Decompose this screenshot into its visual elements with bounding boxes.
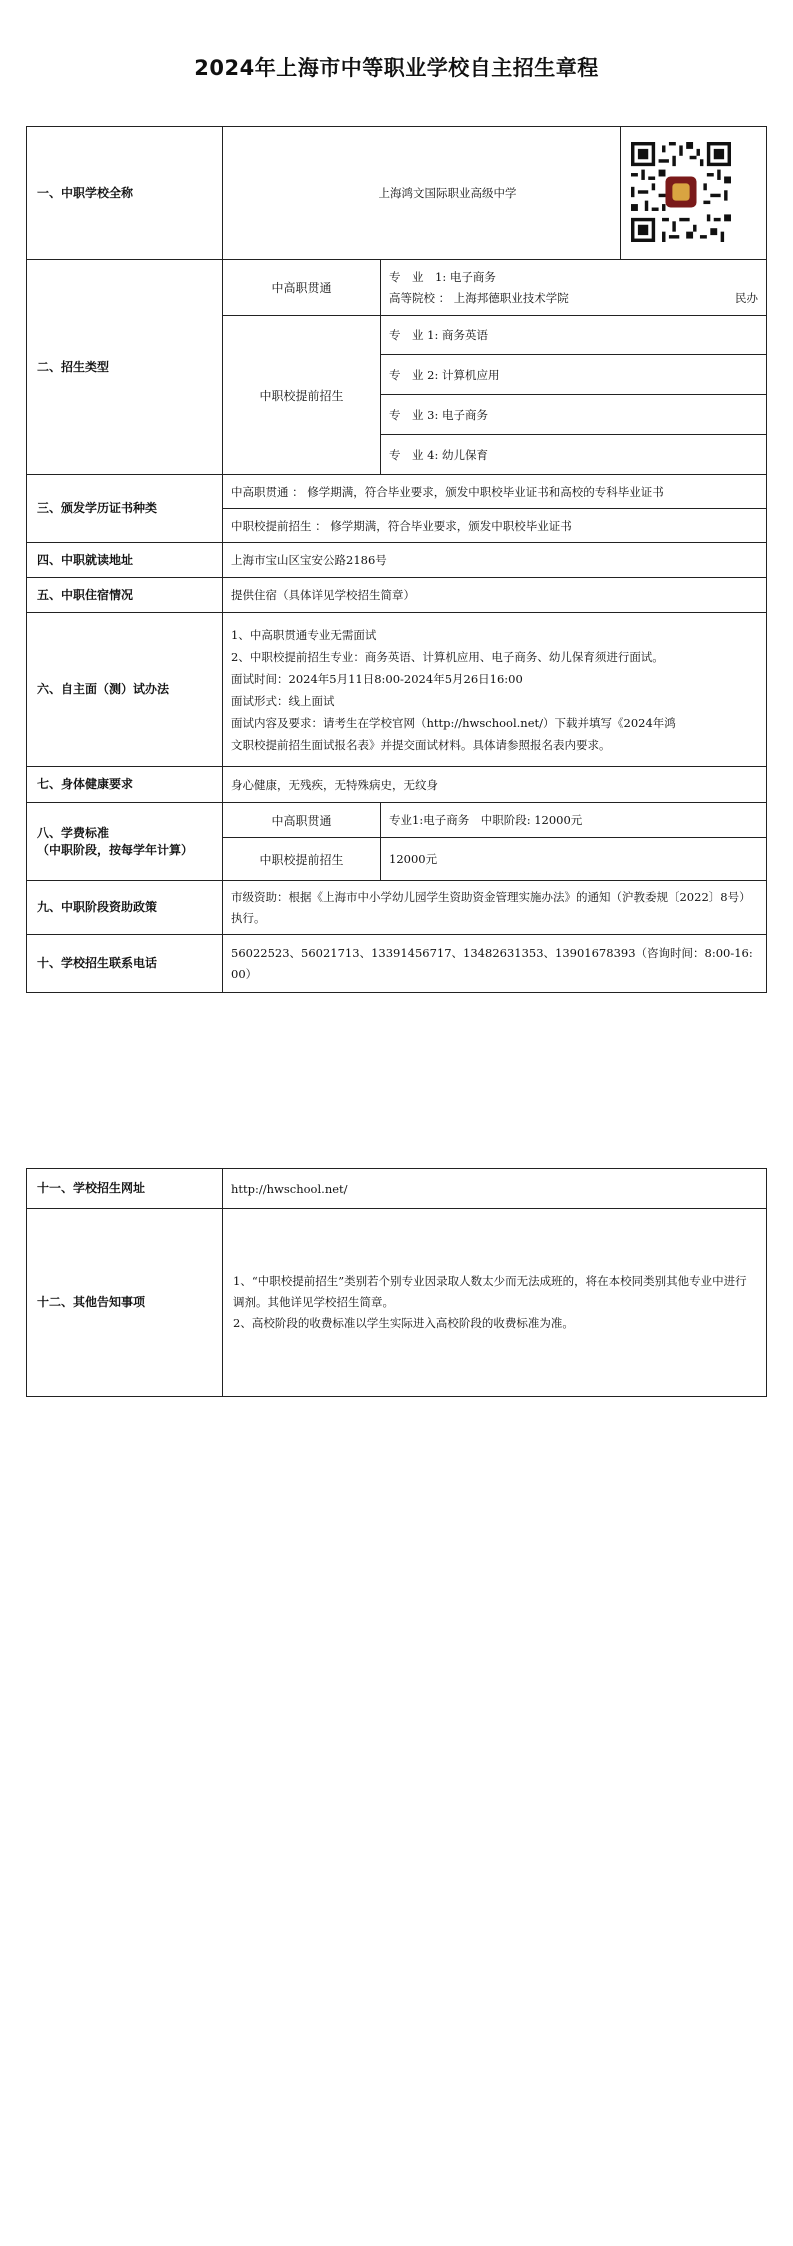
fee-label-cell — [27, 803, 223, 881]
fee-label: 八、学费标准 — [37, 825, 110, 840]
phone-row — [27, 935, 767, 993]
through-major: 专 业 1: 电子商务 — [389, 269, 496, 284]
website-label: 十一、学校招生网址 — [27, 1169, 223, 1209]
through-type: 民办 — [735, 290, 758, 305]
phone-label: 十、学校招生联系电话 — [27, 935, 223, 993]
website-value[interactable]: http://hwschool.net/ — [223, 1169, 767, 1209]
certificate-line-1: 中高职贯通 ： 修学期满，符合毕业要求，颁发中职校毕业证书和高校的专科毕业证书 — [223, 475, 767, 509]
qr-code-icon — [631, 142, 731, 242]
early-major-1: 专 业 1: 商务英语 — [381, 316, 767, 355]
certificate-label: 三、颁发学历证书种类 — [27, 475, 223, 543]
early-major-3: 专 业 3: 电子商务 — [381, 395, 767, 435]
interview-content — [223, 613, 767, 767]
fee-through-label: 中高职贯通 — [223, 803, 381, 838]
fee-sublabel: （中职阶段，按每学年计算） — [37, 842, 194, 857]
notes-label: 十二、其他告知事项 — [27, 1209, 223, 1397]
through-label: 中高职贯通 — [223, 260, 381, 316]
interview-row — [27, 613, 767, 767]
address-label: 四、中职就读地址 — [27, 543, 223, 578]
admission-table — [26, 126, 767, 993]
notes-row — [27, 1209, 767, 1397]
interview-line: 面试时间：2024年5月11日8:00-2024年5月26日16:00 — [231, 671, 523, 686]
notes-line: 2、高校阶段的收费标准以学生实际进入高校阶段的收费标准为准。 — [233, 1316, 574, 1330]
admission-through-row — [27, 260, 767, 316]
phone-value: 56022523、56021713、13391456717、13482631353、13901678393（咨询时间：8:00-16:00） — [223, 935, 767, 993]
health-row — [27, 767, 767, 803]
interview-label: 六、自主面（测）试办法 — [27, 613, 223, 767]
school-label: 一、中职学校全称 — [27, 127, 223, 260]
interview-line: 面试形式：线上面试 — [231, 693, 335, 708]
qr-cell — [621, 127, 767, 260]
through-college: 高等院校 ： 上海邦德职业技术学院 — [389, 290, 569, 305]
notes-content — [223, 1209, 767, 1397]
interview-line: 2、中职校提前招生专业：商务英语、计算机应用、电子商务、幼儿保育须进行面试。 — [231, 649, 664, 664]
notes-table — [26, 1168, 767, 1397]
school-row — [27, 127, 767, 260]
interview-line: 文职校提前招生面试报名表》并提交面试材料。具体请参照报名表内要求。 — [231, 737, 611, 752]
notes-line: 1、“中职校提前招生”类别若个别专业因录取人数太少而无法成班的，将在本校同类别其他专业中进行调剂。其他详见学校招生简章。 — [233, 1274, 747, 1309]
aid-row — [27, 881, 767, 935]
early-major-4: 专 业 4: 幼儿保育 — [381, 435, 767, 475]
health-label: 七、身体健康要求 — [27, 767, 223, 803]
certificate-row — [27, 475, 767, 509]
aid-value: 市级资助：根据《上海市中小学幼儿园学生资助资金管理实施办法》的通知（沪教委规〔2022〕8号）执行。 — [223, 881, 767, 935]
admission-label: 二、招生类型 — [27, 260, 223, 475]
address-value: 上海市宝山区宝安公路2186号 — [223, 543, 767, 578]
through-college-line — [389, 288, 758, 309]
interview-line: 1、中高职贯通专业无需面试 — [231, 627, 377, 642]
school-name: 上海鸿文国际职业高级中学 — [223, 127, 621, 260]
page-title: 2024年上海市中等职业学校自主招生章程 — [194, 56, 599, 80]
fee-through-value: 专业1:电子商务 中职阶段: 12000元 — [381, 803, 767, 838]
lodging-value: 提供住宿（具体详见学校招生简章） — [223, 578, 767, 613]
fee-early-label: 中职校提前招生 — [223, 838, 381, 881]
aid-label: 九、中职阶段资助政策 — [27, 881, 223, 935]
fee-early-value: 12000元 — [381, 838, 767, 881]
early-major-2: 专 业 2: 计算机应用 — [381, 355, 767, 395]
interview-line: 面试内容及要求：请考生在学校官网（http://hwschool.net/）下载并填写《2024年鸿 — [231, 715, 676, 730]
through-info — [381, 260, 767, 316]
early-label: 中职校提前招生 — [223, 316, 381, 475]
certificate-line-2: 中职校提前招生 ： 修学期满，符合毕业要求，颁发中职校毕业证书 — [223, 509, 767, 543]
lodging-row — [27, 578, 767, 613]
health-value: 身心健康，无残疾，无特殊病史，无纹身 — [223, 767, 767, 803]
address-row — [27, 543, 767, 578]
lodging-label: 五、中职住宿情况 — [27, 578, 223, 613]
fee-row — [27, 803, 767, 838]
website-row — [27, 1169, 767, 1209]
